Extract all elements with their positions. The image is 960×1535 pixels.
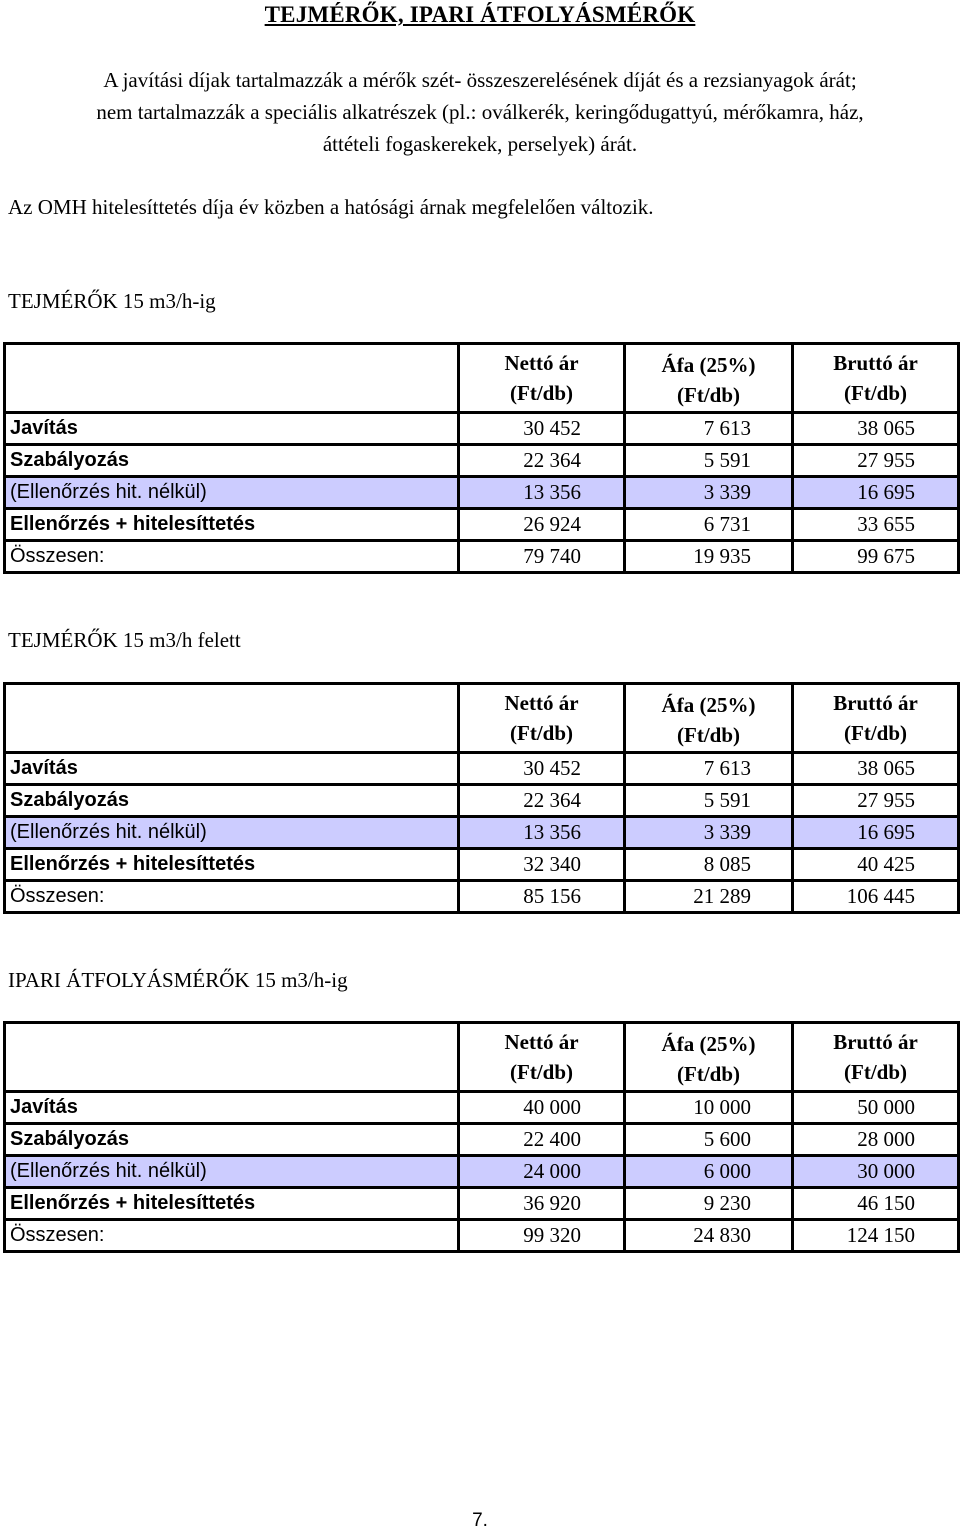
table-row-total [5, 881, 959, 913]
brutto-cell: 46 150 [793, 1188, 959, 1220]
afa-cell: 7 613 [625, 753, 793, 785]
afa-cell: 5 591 [625, 785, 793, 817]
row-label: Javítás [5, 413, 459, 445]
netto-cell: 26 924 [459, 509, 625, 541]
table-header-row [5, 344, 959, 413]
header-netto: Nettó ár (Ft/db) [459, 684, 625, 753]
table-row-highlighted [5, 817, 959, 849]
header-brutto: Bruttó ár (Ft/db) [793, 1023, 959, 1092]
afa-cell: 24 830 [625, 1220, 793, 1252]
row-label: Javítás [5, 1092, 459, 1124]
table-row [5, 1124, 959, 1156]
intro-line: A javítási díjak tartalmazzák a mérők szét- összeszerelésének díját és a rezsianyagok árát; [103, 68, 857, 92]
brutto-cell: 27 955 [793, 445, 959, 477]
header-afa: Áfa (25%) (Ft/db) [625, 344, 793, 413]
row-label: Összesen: [10, 885, 105, 907]
brutto-cell: 106 445 [793, 881, 959, 913]
table-row [5, 849, 959, 881]
netto-cell: 22 364 [459, 445, 625, 477]
section-title-ipari-15-ig: IPARI ÁTFOLYÁSMÉRŐK 15 m3/h-ig [8, 968, 348, 992]
row-label: Szabályozás [5, 785, 459, 817]
table-row-highlighted [5, 1156, 959, 1188]
afa-cell: 21 289 [625, 881, 793, 913]
table-header-row [5, 684, 959, 753]
afa-cell: 7 613 [625, 413, 793, 445]
brutto-cell: 30 000 [793, 1156, 959, 1188]
omh-note: Az OMH hitelesíttetés díja év közben a hatósági árnak megfelelően változik. [8, 195, 654, 219]
row-label: Ellenőrzés + hitelesíttetés [5, 849, 459, 881]
afa-cell: 9 230 [625, 1188, 793, 1220]
netto-cell: 32 340 [459, 849, 625, 881]
brutto-cell: 38 065 [793, 413, 959, 445]
brutto-cell: 99 675 [793, 541, 959, 573]
header-brutto: Bruttó ár (Ft/db) [793, 684, 959, 753]
netto-cell: 99 320 [459, 1220, 625, 1252]
table-row-total [5, 541, 959, 573]
header-netto: Nettó ár (Ft/db) [459, 344, 625, 413]
afa-cell: 5 591 [625, 445, 793, 477]
brutto-cell: 50 000 [793, 1092, 959, 1124]
afa-cell: 3 339 [625, 817, 793, 849]
row-label: Szabályozás [5, 445, 459, 477]
section-title-tejmerok-15-ig: TEJMÉRŐK 15 m3/h-ig [8, 289, 216, 313]
price-table-tejmerok-15-felett [3, 682, 960, 914]
table-row [5, 1092, 959, 1124]
netto-cell: 40 000 [459, 1092, 625, 1124]
intro-line: nem tartalmazzák a speciális alkatrészek (pl.: oválkerék, keringődugattyú, mérőkamra, ház, [96, 100, 864, 124]
price-table-ipari-15-ig [3, 1021, 960, 1253]
brutto-cell: 40 425 [793, 849, 959, 881]
brutto-cell: 16 695 [793, 817, 959, 849]
netto-cell: 22 364 [459, 785, 625, 817]
section-title-tejmerok-15-felett: TEJMÉRŐK 15 m3/h felett [8, 628, 241, 652]
afa-cell: 6 731 [625, 509, 793, 541]
header-blank [5, 1023, 459, 1092]
netto-cell: 30 452 [459, 753, 625, 785]
header-afa: Áfa (25%) (Ft/db) [625, 1023, 793, 1092]
row-label: Ellenőrzés + hitelesíttetés [5, 1188, 459, 1220]
row-label: Ellenőrzés + hitelesíttetés [5, 509, 459, 541]
netto-cell: 79 740 [459, 541, 625, 573]
netto-cell: 22 400 [459, 1124, 625, 1156]
table-row-total [5, 1220, 959, 1252]
page-number: 7. [472, 1510, 488, 1531]
table-row [5, 445, 959, 477]
row-label: Szabályozás [5, 1124, 459, 1156]
price-table-tejmerok-15-ig [3, 342, 960, 574]
afa-cell: 19 935 [625, 541, 793, 573]
row-label: (Ellenőrzés hit. nélkül) [5, 477, 459, 509]
table-row [5, 785, 959, 817]
brutto-cell: 124 150 [793, 1220, 959, 1252]
afa-cell: 5 600 [625, 1124, 793, 1156]
row-label: (Ellenőrzés hit. nélkül) [5, 817, 459, 849]
afa-cell: 10 000 [625, 1092, 793, 1124]
netto-cell: 24 000 [459, 1156, 625, 1188]
intro-paragraph [0, 64, 960, 160]
table-header-row [5, 1023, 959, 1092]
table-row [5, 1188, 959, 1220]
header-netto: Nettó ár (Ft/db) [459, 1023, 625, 1092]
afa-cell: 8 085 [625, 849, 793, 881]
afa-cell: 3 339 [625, 477, 793, 509]
row-label: (Ellenőrzés hit. nélkül) [5, 1156, 459, 1188]
header-afa: Áfa (25%) (Ft/db) [625, 684, 793, 753]
row-label: Összesen: [10, 1224, 105, 1246]
row-label: Összesen: [10, 545, 105, 567]
netto-cell: 85 156 [459, 881, 625, 913]
table-row-highlighted [5, 477, 959, 509]
netto-cell: 13 356 [459, 477, 625, 509]
table-row [5, 509, 959, 541]
brutto-cell: 28 000 [793, 1124, 959, 1156]
table-row [5, 413, 959, 445]
brutto-cell: 33 655 [793, 509, 959, 541]
brutto-cell: 27 955 [793, 785, 959, 817]
brutto-cell: 16 695 [793, 477, 959, 509]
afa-cell: 6 000 [625, 1156, 793, 1188]
row-label: Javítás [5, 753, 459, 785]
page-title: TEJMÉRŐK, IPARI ÁTFOLYÁSMÉRŐK [264, 2, 696, 27]
netto-cell: 13 356 [459, 817, 625, 849]
header-blank [5, 684, 459, 753]
header-blank [5, 344, 459, 413]
netto-cell: 30 452 [459, 413, 625, 445]
brutto-cell: 38 065 [793, 753, 959, 785]
header-brutto: Bruttó ár (Ft/db) [793, 344, 959, 413]
table-row [5, 753, 959, 785]
netto-cell: 36 920 [459, 1188, 625, 1220]
intro-line: áttételi fogaskerekek, perselyek) árát. [322, 132, 638, 156]
